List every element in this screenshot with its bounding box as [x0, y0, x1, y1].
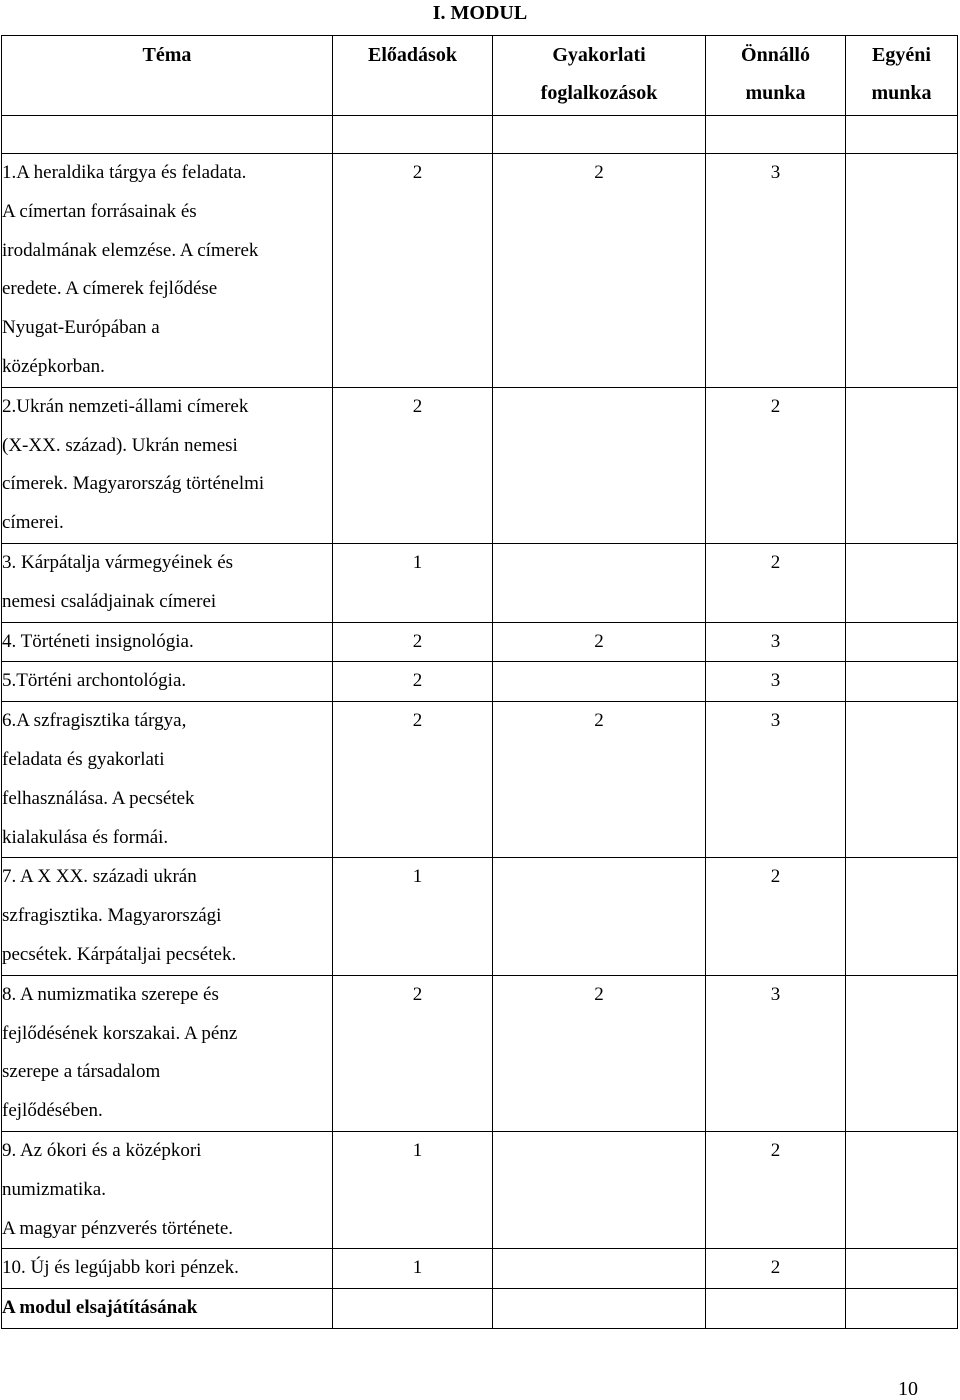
topic-cell: [2, 1131, 333, 1248]
topic-line: felhasználása. A pecsétek: [2, 787, 195, 809]
individual-cell: [846, 387, 958, 543]
topic-line: pecsétek. Kárpátaljai pecsétek.: [2, 943, 237, 965]
table-row: [2, 1249, 958, 1289]
spacer-row: [2, 116, 958, 154]
topic-line: A modul elsajátításának: [2, 1297, 198, 1319]
independent-cell: 2: [706, 387, 846, 543]
individual-cell: [846, 858, 958, 975]
lectures-cell: 2: [333, 154, 493, 388]
lectures-cell: 2: [333, 975, 493, 1131]
individual-cell: [846, 1249, 958, 1289]
individual-cell: [846, 702, 958, 858]
topic-line: numizmatika.: [2, 1178, 106, 1200]
header-individual: Egyéni munka: [846, 36, 958, 116]
topic-line: feladata és gyakorlati: [2, 748, 165, 770]
topic-line: középkorban.: [2, 355, 105, 377]
lectures-cell: 2: [333, 662, 493, 702]
table-row: [2, 1289, 958, 1329]
topic-line: A címertan forrásainak és: [2, 200, 197, 222]
topic-cell: [2, 702, 333, 858]
header-independent: Önnálló munka: [706, 36, 846, 116]
individual-cell: [846, 1289, 958, 1329]
practical-cell: 2: [493, 622, 706, 662]
practical-cell: [493, 387, 706, 543]
topic-line: szerepe a társadalom: [2, 1061, 161, 1083]
topic-line: fejlődésében.: [2, 1100, 103, 1122]
independent-cell: 3: [706, 154, 846, 388]
course-plan-table: [1, 35, 958, 1329]
individual-cell: [846, 154, 958, 388]
lectures-cell: 2: [333, 622, 493, 662]
individual-cell: [846, 975, 958, 1131]
header-practical: Gyakorlati foglalkozások: [493, 36, 706, 116]
independent-cell: [706, 1289, 846, 1329]
topic-line: 4. Történeti insignológia.: [2, 630, 194, 652]
page-number: 10: [898, 1378, 918, 1400]
individual-cell: [846, 662, 958, 702]
module-title: I. MODUL: [432, 2, 528, 24]
table-row: [2, 1131, 958, 1248]
lectures-cell: [333, 1289, 493, 1329]
lectures-cell: 1: [333, 543, 493, 622]
practical-cell: [493, 662, 706, 702]
topic-line: 2.Ukrán nemzeti-állami címerek: [2, 395, 249, 417]
table-row: [2, 858, 958, 975]
practical-cell: [493, 543, 706, 622]
topic-line: szfragisztika. Magyarországi: [2, 905, 222, 927]
practical-cell: 2: [493, 975, 706, 1131]
topic-line: 9. Az ókori és a középkori: [2, 1139, 202, 1161]
topic-line: 3. Kárpátalja vármegyéinek és: [2, 551, 234, 573]
table-row: [2, 387, 958, 543]
topic-cell: [2, 662, 333, 702]
independent-cell: 2: [706, 543, 846, 622]
topic-line: 8. A numizmatika szerepe és: [2, 983, 219, 1005]
topic-line: fejlődésének korszakai. A pénz: [2, 1022, 238, 1044]
individual-cell: [846, 622, 958, 662]
lectures-cell: 2: [333, 387, 493, 543]
topic-cell: [2, 543, 333, 622]
topic-cell: [2, 858, 333, 975]
topic-line: 5.Történi archontológia.: [2, 670, 187, 692]
topic-line: címerei.: [2, 512, 64, 534]
table-row: [2, 154, 958, 388]
topic-line: nemesi családjainak címerei: [2, 590, 217, 612]
independent-cell: 3: [706, 622, 846, 662]
topic-cell: [2, 1289, 333, 1329]
header-lectures: Előadások: [333, 36, 493, 116]
independent-cell: 3: [706, 702, 846, 858]
topic-cell: [2, 154, 333, 388]
table-row: [2, 622, 958, 662]
practical-cell: [493, 858, 706, 975]
independent-cell: 2: [706, 858, 846, 975]
topic-line: 1.A heraldika tárgya és feladata.: [2, 162, 247, 183]
topic-cell: [2, 387, 333, 543]
topic-cell: [2, 975, 333, 1131]
practical-cell: [493, 1131, 706, 1248]
independent-cell: 3: [706, 975, 846, 1131]
topic-cell: [2, 1249, 333, 1289]
topic-line: kialakulása és formái.: [2, 826, 169, 848]
lectures-cell: 1: [333, 1249, 493, 1289]
practical-cell: 2: [493, 702, 706, 858]
topic-line: irodalmának elemzése. A címerek: [2, 239, 259, 261]
individual-cell: [846, 543, 958, 622]
table-row: [2, 543, 958, 622]
topic-line: (X-XX. század). Ukrán nemesi: [2, 434, 238, 456]
practical-cell: [493, 1289, 706, 1329]
topic-line: 10. Új és legújabb kori pénzek.: [2, 1257, 239, 1279]
header-row: [2, 36, 958, 116]
table-row: [2, 702, 958, 858]
topic-line: 7. A X XX. századi ukrán: [2, 866, 197, 888]
topic-line: Nyugat-Európában a: [2, 317, 160, 339]
independent-cell: 3: [706, 662, 846, 702]
table-row: [2, 975, 958, 1131]
lectures-cell: 2: [333, 702, 493, 858]
header-topic: Téma: [2, 36, 333, 116]
topic-line: A magyar pénzverés története.: [2, 1217, 234, 1239]
table-row: [2, 662, 958, 702]
lectures-cell: 1: [333, 858, 493, 975]
individual-cell: [846, 1131, 958, 1248]
practical-cell: 2: [493, 154, 706, 388]
practical-cell: [493, 1249, 706, 1289]
topic-cell: [2, 622, 333, 662]
topic-line: eredete. A címerek fejlődése: [2, 278, 218, 300]
lectures-cell: 1: [333, 1131, 493, 1248]
independent-cell: 2: [706, 1131, 846, 1248]
topic-line: címerek. Magyarország történelmi: [2, 473, 265, 495]
independent-cell: 2: [706, 1249, 846, 1289]
topic-line: 6.A szfragisztika tárgya,: [2, 710, 187, 732]
